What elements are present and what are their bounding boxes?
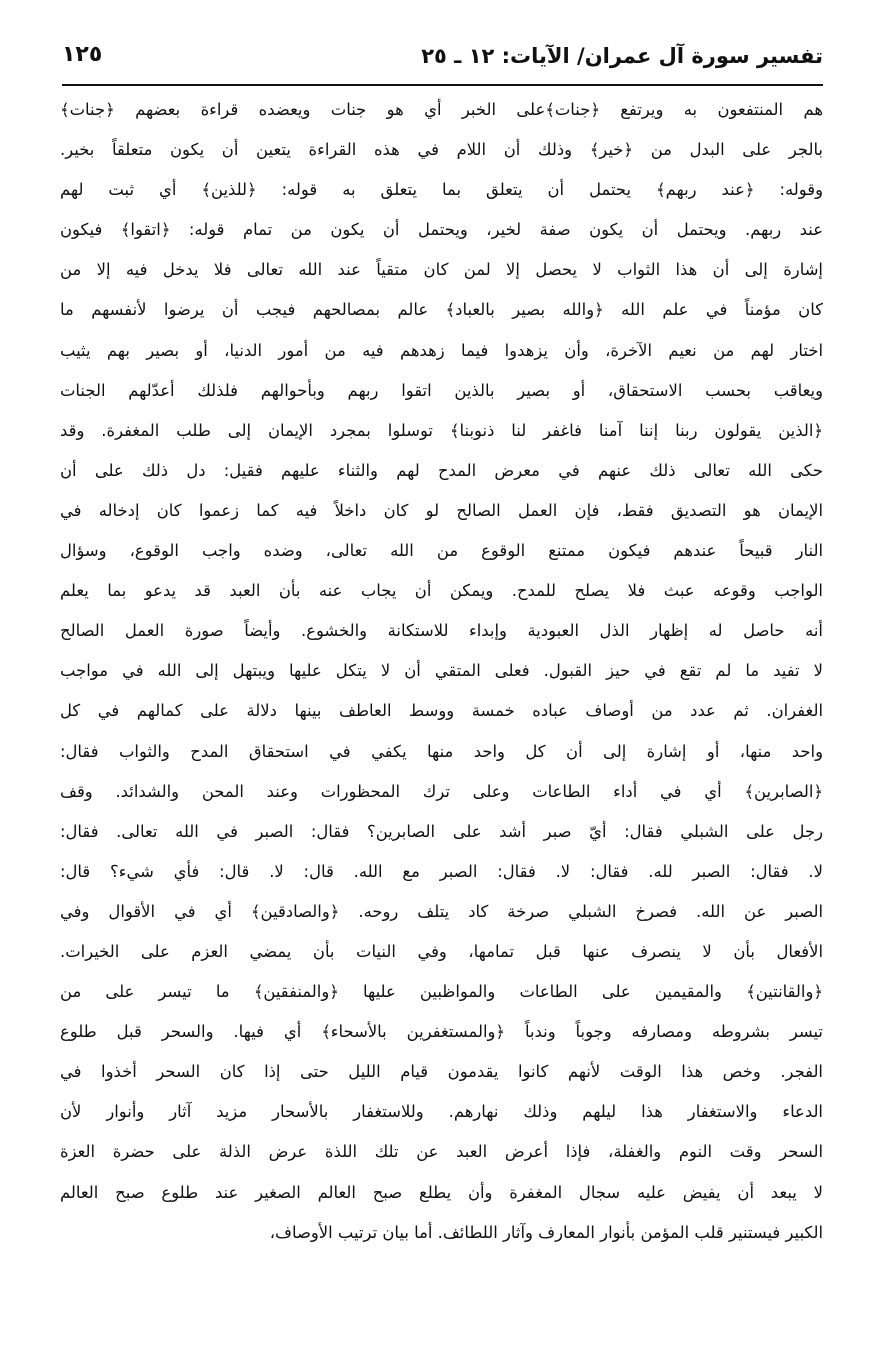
text-line: تيسر بشروطه ومصارفه وجوباً وندباً ﴿والمستغفرين بالأسحاء﴾ أي فيها. والسحر قبل طلوع	[60, 1022, 823, 1042]
text-line: لا. فقال: الصبر لله. فقال: لا. فقال: الصبر مع الله. قال: لا. قال: فأي شيء؟ قال:	[60, 861, 823, 881]
text-line: كان مؤمناً في علم الله ﴿والله بصير بالعباد﴾ عالم بمصالحهم فيجب أن يرضوا لأنفسهم ما	[60, 300, 823, 320]
text-line: واحد منها، أو إشارة إلى أن كل واحد منها يكفي في استحقاق المدح والثواب فقال:	[60, 741, 823, 761]
text-line: لا تفيد ما لم تقع في حيز القبول. فعلى المتقي أن لا يتكل عليها ويبتهل إلى الله في مواجب	[60, 661, 823, 681]
text-line: رجل على الشبلي فقال: أيّ صبر أشد على الصابرين؟ فقال: الصبر في الله تعالى. فقال:	[60, 821, 823, 841]
text-line: ﴿الذين يقولون ربنا إننا آمنا فاغفر لنا ذنوبنا﴾ توسلوا بمجرد الإيمان إلى طلب المغفرة. وقد	[60, 420, 823, 440]
text-line: الكبير فيستنير قلب المؤمن بأنوار المعارف وآثار اللطائف. أما بيان ترتيب الأوصاف،	[269, 1222, 823, 1242]
page-number: ١٢٥	[62, 42, 103, 67]
text-line: وقوله: ﴿عند ربهم﴾ يحتمل أن يتعلق بما يتعلق به قوله: ﴿للذين﴾ أي ثبت لهم	[60, 180, 823, 200]
text-line: الصبر عن الله. فصرخ الشبلي صرخة كاد يتلف روحه. ﴿والصادقين﴾ أي في الأقوال وفي	[60, 901, 823, 921]
text-line: السحر وقت النوم والغفلة، فإذا أعرض العبد عن تلك اللذة عرض الذلة على حضرة العزة	[60, 1142, 823, 1162]
text-line: الفجر. وخص هذا الوقت لأنهم كانوا يقدمون قيام الليل حتى إذا كان السحر أخذوا في	[60, 1062, 823, 1082]
text-line: ويعاقب بحسب الاستحقاق، أو بصير بالذين اتقوا ربهم وبأحوالهم فلذلك أعدّلهم الجنات	[60, 380, 823, 400]
text-line: هم المنتفعون به ويرتفع ﴿جنات﴾على الخبر أي هو جنات ويعضده قراءة بعضهم ﴿جنات﴾	[60, 100, 823, 119]
text-line: بالجر على البدل من ﴿خير﴾ وذلك أن اللام في هذه القراءة يتعين أن يكون متعلقاً بخير.	[60, 140, 823, 160]
body-text	[60, 90, 823, 1253]
header-divider	[62, 84, 823, 86]
text-line: النار قبيحاً عندهم فيكون ممتنع الوقوع من الله تعالى، وضده واجب الوقوع، وسؤال	[60, 541, 823, 561]
text-line: أنه حاصل له إظهار الذل العبودية وإبداء للاستكانة والخشوع. وأيضاً صورة العمل الصالح	[60, 621, 823, 641]
text-line: ﴿الصابرين﴾ أي في أداء الطاعات وعلى ترك المحظورات وعند المحن والشدائد. وقف	[60, 781, 823, 801]
text-line: الواجب وقوعه عبث فلا يصلح للمدح. ويمكن أن يجاب عنه بأن العبد قد يدعو بما يعلم	[60, 581, 823, 601]
page-header	[62, 38, 823, 78]
text-line: ﴿والقانتين﴾ والمقيمين على الطاعات والمواظبين عليها ﴿والمنفقين﴾ ما تيسر على من	[60, 982, 823, 1002]
text-line: عند ربهم. ويحتمل أن يكون صفة لخير، ويحتمل أن يكون من تمام قوله: ﴿اتقوا﴾ فيكون	[60, 220, 823, 240]
text-line: إشارة إلى أن هذا الثواب لا يحصل إلا لمن كان متقياً عند الله تعالى فلا يدخل فيه إلا من	[60, 260, 823, 280]
text-line: الغفران. ثم عدد من أوصاف عباده خمسة ووسط العاطف بينها دلالة على كمالهم في كل	[60, 701, 823, 721]
text-line: الإيمان هو التصديق فقط، فإن العمل الصالح لو كان داخلاً فيه كما زعموا كان إدخاله في	[60, 500, 823, 520]
text-line: الدعاء والاستغفار هذا ليلهم وذلك نهارهم. وللاستغفار بالأسحار مزيد آثار وأنوار لأن	[60, 1102, 823, 1122]
text-line: الأفعال بأن لا ينصرف عنها قبل تمامها، وفي النيات بأن يمضي العزم على الخيرات.	[60, 941, 823, 961]
running-title: تفسير سورة آل عمران/ الآيات: ١٢ ـ ٢٥	[421, 44, 823, 68]
text-line: اختار لهم من نعيم الآخرة، وأن يزهدوا فيما زهدهم فيه من أمور الدنيا، أو بصير بهم يثيب	[60, 340, 823, 360]
text-line: حكى الله تعالى ذلك عنهم في معرض المدح لهم والثناء عليهم فقيل: دل ذلك على أن	[60, 460, 823, 480]
text-line: لا يبعد أن يفيض عليه سجال المغفرة وأن يطلع صبح العالم الصغير عند طلوع صبح العالم	[60, 1182, 823, 1202]
